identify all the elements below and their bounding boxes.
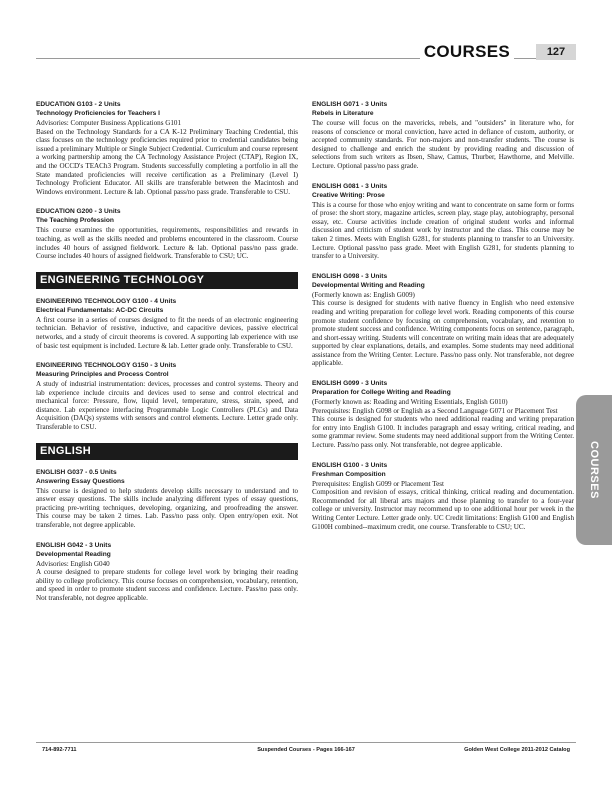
footer-phone: 714-892-7711 — [42, 747, 77, 753]
course-entry — [36, 207, 298, 260]
section-heading-engineering: ENGINEERING TECHNOLOGY — [36, 272, 298, 289]
course-description: The course will focus on the mavericks, rebels, and "outsiders" in literature who, for reasons of conscience or moral conviction, have acted in defiance of custom, authority, or accepted community standards. For non-majors and non-transfer students. The course is designed to challenge and enrich the student by providing reading and discussion of selections from such writers as Ibsen, Shaw, Camus, Thurber, Hawthorne, and Melville. Lecture. Optional pass/no pass grade. — [312, 119, 574, 170]
course-code: ENGINEERING TECHNOLOGY G100 - 4 Units — [36, 297, 177, 305]
course-description: A first course in a series of courses designed to fit the needs of an electronic engineering technician. Behavior of resistive, inductive, and capacitive devices, passive electrical networks, and a study of circuit theorems is covered. A supporting lab experience with use of basic test equipment is included. Lecture & lab. Letter grade only. Transferable to CSU. — [36, 315, 298, 350]
course-description: This course is designed to help students develop skills necessary to understand and to answer essay questions. The skills include analyzing different types of essay questions, practicing pre-writing techniques, developing, organizing, and proofreading the answer. This course may be taken 2 times. Lab. Pass/no pass only. Open entry/open exit. Not transferable, not degree applicable. — [36, 486, 298, 530]
course-entry — [312, 461, 574, 532]
course-description: This course is designed for students with native fluency in English who need extensive reading and writing preparation for college level work. Reading components of this course promote student confidence by focusing on comprehension, vocabulary, and retention to promote student success and confidence. Writing components focus on sentence, paragraph, and short-essay writing. Students will concentrate on writing main ideas that are adequately supported by clear explanations, details, and examples. Some students may need additional assistance from the Writing Center. Lecture. Pass/no pass only. Not transferable, not degree applicable. — [312, 299, 574, 368]
english-courses-right — [312, 100, 574, 531]
course-code: ENGLISH G042 - 3 Units — [36, 541, 112, 549]
section-title: COURSES — [420, 42, 514, 62]
english-courses-left — [36, 468, 298, 603]
course-title: Answering Essay Questions — [36, 477, 125, 485]
course-note: Advisories: Computer Business Applications G101 — [36, 119, 182, 127]
course-title: Preparation for College Writing and Reading — [312, 389, 451, 397]
course-entry — [312, 100, 574, 171]
course-description: A study of industrial instrumentation: devices, processes and control systems. Theory and lab experience include circuits and devices used to sense and control electrical and mechanical force: Pressure, flow, liquid level, temperature, stress, strain, speed, and distance. Lab experience interfacing Programmable Logic Controllers (PLCs) and Data Acquisition (DAQs) systems with sensors and control elements. Lecture. Letter grade only. Transferable to CSU. — [36, 380, 298, 432]
side-tab — [576, 395, 612, 545]
course-code: ENGLISH G081 - 3 Units — [312, 182, 388, 190]
page-header — [36, 40, 576, 64]
course-code: ENGLISH G071 - 3 Units — [312, 101, 388, 108]
course-description: A course designed to prepare students for college level work by bringing their reading ability to college proficiency. This course focuses on comprehension, vocabulary, retention, and speed in order to promote student success and confidence. Lecture. Pass/no pass only. Not transferable, not degree applicable. — [36, 568, 298, 602]
page-number: 127 — [536, 44, 576, 60]
right-column — [312, 100, 574, 542]
left-column — [36, 100, 298, 614]
course-entry — [36, 468, 298, 530]
course-title: Electrical Fundamentals: AC-DC Circuits — [36, 306, 164, 314]
course-code: ENGLISH G037 - 0.5 Units — [36, 468, 117, 476]
course-note: Prerequisites: English G098 or English as a Second Language G071 or Placement Test — [312, 406, 558, 415]
course-code: EDUCATION G200 - 3 Units — [36, 208, 121, 216]
course-title: The Teaching Profession — [36, 217, 114, 225]
course-title: Developmental Writing and Reading — [312, 281, 425, 289]
course-title: Freshman Composition — [312, 470, 386, 478]
side-tab-label: COURSES — [588, 441, 600, 499]
course-note: Advisories: English G040 — [36, 559, 110, 568]
course-code: EDUCATION G103 - 2 Units — [36, 101, 121, 108]
course-entry — [36, 541, 298, 603]
course-entry — [36, 297, 298, 350]
course-entry — [36, 361, 298, 432]
course-entry — [312, 379, 574, 450]
course-title: Technology Proficiencies for Teachers I — [36, 110, 160, 117]
course-note: (Formerly known as: English G009) — [312, 290, 415, 299]
course-description: This course examines the opportunities, requirements, responsibilities and rewards in teaching, as well as the skills needed and problems encountered in the classroom. Course includes 40 hours of assigned fieldwork. Lecture & lab. Optional pass/no pass grade. Course includes 40 hours of assigned fieldwork. Transferable to CSU; UC. — [36, 226, 298, 261]
course-code: ENGLISH G099 - 3 Units — [312, 380, 388, 388]
engineering-courses — [36, 297, 298, 432]
course-code: ENGLISH G100 - 3 Units — [312, 461, 388, 469]
footer-center: Suspended Courses - Pages 166-167 — [257, 747, 355, 753]
course-entry — [312, 272, 574, 368]
footer-catalog: Golden West College 2011-2012 Catalog — [464, 747, 570, 753]
course-title: Creative Writing: Prose — [312, 191, 385, 199]
course-code: ENGINEERING TECHNOLOGY G150 - 3 Units — [36, 362, 177, 370]
course-entry — [312, 182, 574, 261]
course-description: Based on the Technology Standards for a CA K-12 Preliminary Teaching Credential, this class focuses on the technology proficiencies required prior to credential candidates being issued a preliminary Multiple or Single Subject Credential. Curriculum and course represent a working partnership among the CA Technology Assistance Project (CTAP), Region IX, and the OCCD's TEACh3 Program. Students successfully completing a portfolio in all the State mandated proficiencies will receive certification as a Preliminary (Level I) Technology Proficient Educator. All skills are transferable between the Macintosh and Windows environment. Lecture & lab. Optional pass/no pass grade. Transferable to CSU. — [36, 127, 299, 196]
course-description: This course is designed for students who need additional reading and writing preparation for entry into English G100. It includes paragraph and essay writing, critical reading, and some grammar review. Some students may need additional support from the Writing Center. Lecture. Pass/no pass only. Not transferable, not degree applicable. — [312, 415, 574, 450]
course-note: Prerequisites: English G099 or Placement Test — [312, 479, 444, 488]
education-courses — [36, 100, 298, 261]
course-description: This is a course for those who enjoy writing and want to concentrate on same form or forms of prose: the short story, magazine articles, screen play, stage play, autobiography, personal essay, etc. Course activities include creation of original student works and informal discussion and criticism of student work by instructor and the class. This course may be taken 2 times. Meets with English G281, for students planning to transfer to an University. Lecture. Optional pass/no pass grade. Meet with English G281, for students planning to transfer to a University. — [312, 200, 574, 261]
section-heading-english: ENGLISH — [36, 443, 298, 460]
course-code: ENGLISH G098 - 3 Units — [312, 272, 388, 280]
course-title: Developmental Reading — [36, 550, 111, 558]
course-description: Composition and revision of essays, critical thinking, critical reading and documentation. Recommended for all liberal arts majors and those planning to transfer to a four-year college or university. Instructor may recommend up to one additional hour per week in the Writing Center Lecture. Letter grade only. UC Credit limitations: English G100 and English G100H combined--maximum credit, one course. Transferable to CSU; UC. — [312, 488, 574, 531]
course-note: (Formerly known as: Reading and Writing Essentials, English G010) — [312, 398, 508, 407]
course-title: Measuring Principles and Process Control — [36, 371, 169, 379]
course-title: Rebels in Literature — [312, 110, 374, 117]
course-entry — [36, 100, 298, 196]
page-footer — [36, 742, 576, 757]
